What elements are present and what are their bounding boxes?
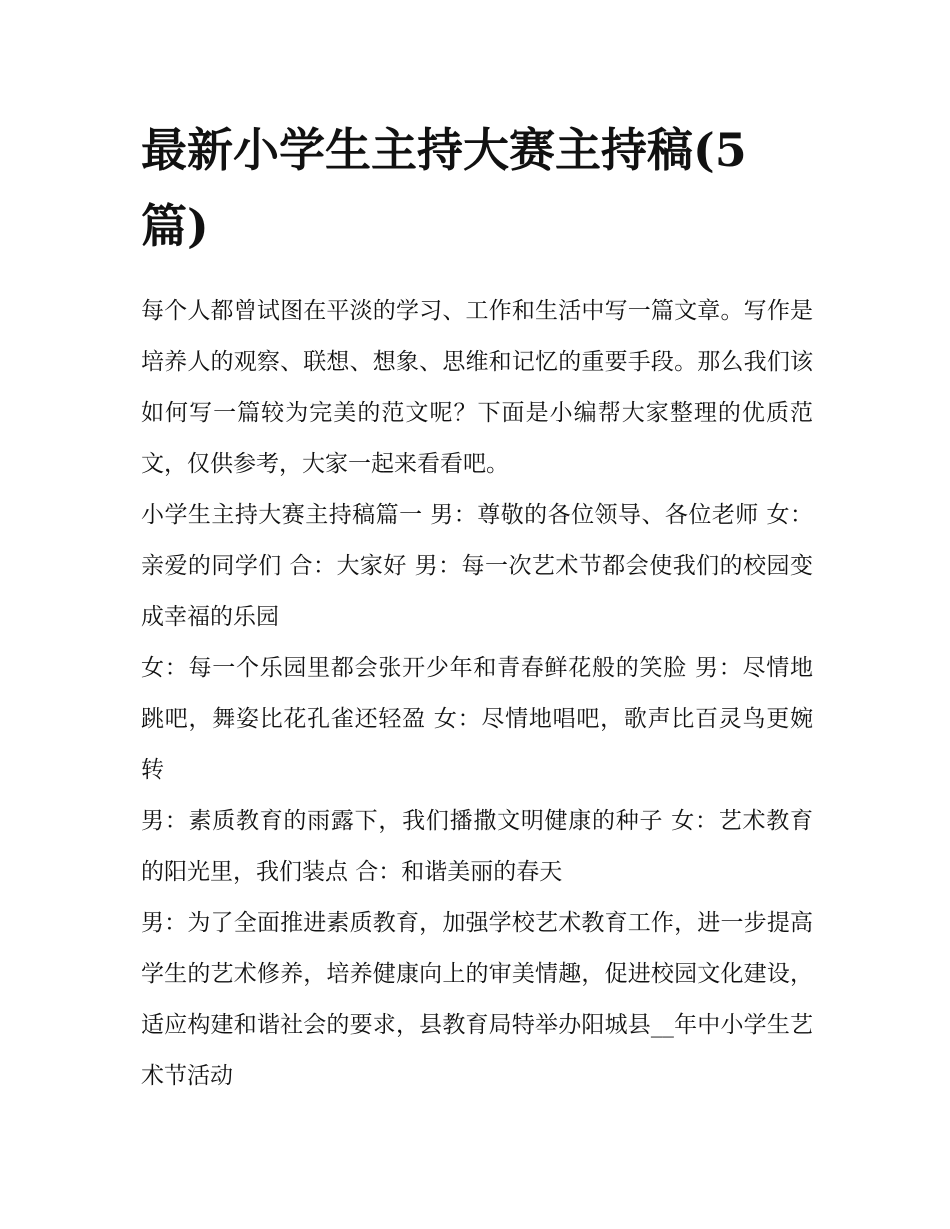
document-title: 最新小学生主持大赛主持稿(5篇) (141, 123, 747, 253)
script-paragraph-2: 女：每一个乐园里都会张开少年和青春鲜花般的笑脸 男：尽情地跳吧，舞姿比花孔雀还轻盈 女：尽情地唱吧，歌声比百灵鸟更婉转 (141, 655, 813, 783)
document-page (141, 112, 813, 1102)
document-body (141, 286, 813, 1102)
script-paragraph-4: 男：为了全面推进素质教育，加强学校艺术教育工作，进一步提高学生的艺术修养，培养健康向上的审美情趣，促进校园文化建设，适应构建和谐社会的要求，县教育局特举办阳城县__年中小学生艺术节活动 (141, 910, 813, 1089)
intro-paragraph: 每个人都曾试图在平淡的学习、工作和生活中写一篇文章。写作是培养人的观察、联想、想象、思维和记忆的重要手段。那么我们该如何写一篇较为完美的范文呢？下面是小编帮大家整理的优质范文，仅供参考，大家一起来看看吧。 (141, 298, 813, 477)
script-paragraph-1: 小学生主持大赛主持稿篇一 男：尊敬的各位领导、各位老师 女：亲爱的同学们 合：大家好 男：每一次艺术节都会使我们的校园变成幸福的乐园 (141, 502, 813, 630)
script-paragraph-3: 男：素质教育的雨露下，我们播撒文明健康的种子 女：艺术教育的阳光里，我们装点 合：和谐美丽的春天 (141, 808, 813, 885)
